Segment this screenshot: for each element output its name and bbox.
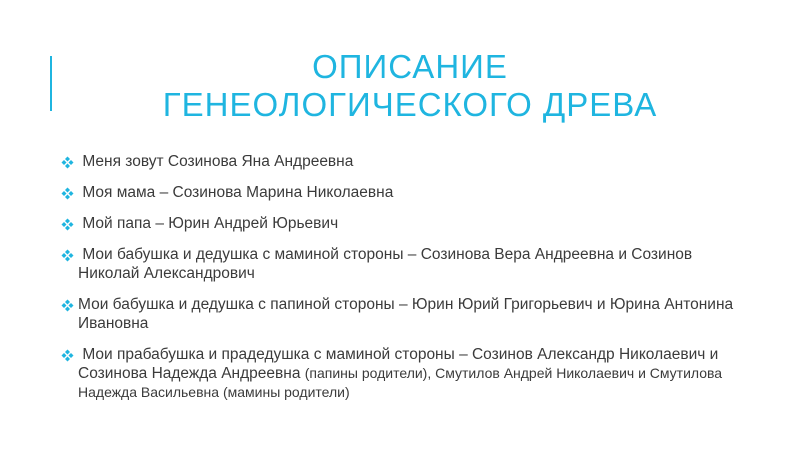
four-diamond-bullet-icon	[61, 187, 74, 200]
four-diamond-bullet-icon	[61, 218, 74, 231]
list-item	[61, 214, 741, 233]
list-item	[61, 183, 741, 202]
four-diamond-bullet-icon	[61, 299, 74, 312]
bullet-list	[61, 152, 741, 414]
list-item-text: Мои прабабушка и прадедушка с маминой стороны – Созинов Александр Николаевич и Созинова Надежда Андреевна	[78, 346, 719, 382]
title-line-2: ГЕНЕОЛОГИЧЕСКОГО ДРЕВА	[162, 86, 658, 123]
list-item-note: (папины родители), Смутилов Андрей Николаевич и Смутилова Надежда Васильевна (мамины родители)	[78, 365, 723, 400]
accent-bar	[50, 56, 52, 111]
four-diamond-bullet-icon	[61, 249, 74, 262]
list-item	[61, 345, 741, 402]
list-item-text: Мой папа – Юрин Андрей Юрьевич	[82, 215, 339, 232]
list-item-text: Мои бабушка и дедушка с папиной стороны – Юрин Юрий Григорьевич и Юрина Антонина Ивановна	[78, 296, 734, 332]
list-item-text: Мои бабушка и дедушка с маминой стороны – Созинова Вера Андреевна и Созинов Николай Александрович	[78, 246, 693, 282]
list-item-text: Меня зовут Созинова Яна Андреевна	[82, 153, 354, 170]
title-line-1: ОПИСАНИЕ	[312, 48, 508, 85]
list-item	[61, 152, 741, 171]
four-diamond-bullet-icon	[61, 349, 74, 362]
four-diamond-bullet-icon	[61, 156, 74, 169]
page-title	[60, 48, 760, 124]
list-item	[61, 295, 741, 333]
list-item	[61, 245, 741, 283]
list-item-text: Моя мама – Созинова Марина Николаевна	[82, 184, 394, 201]
